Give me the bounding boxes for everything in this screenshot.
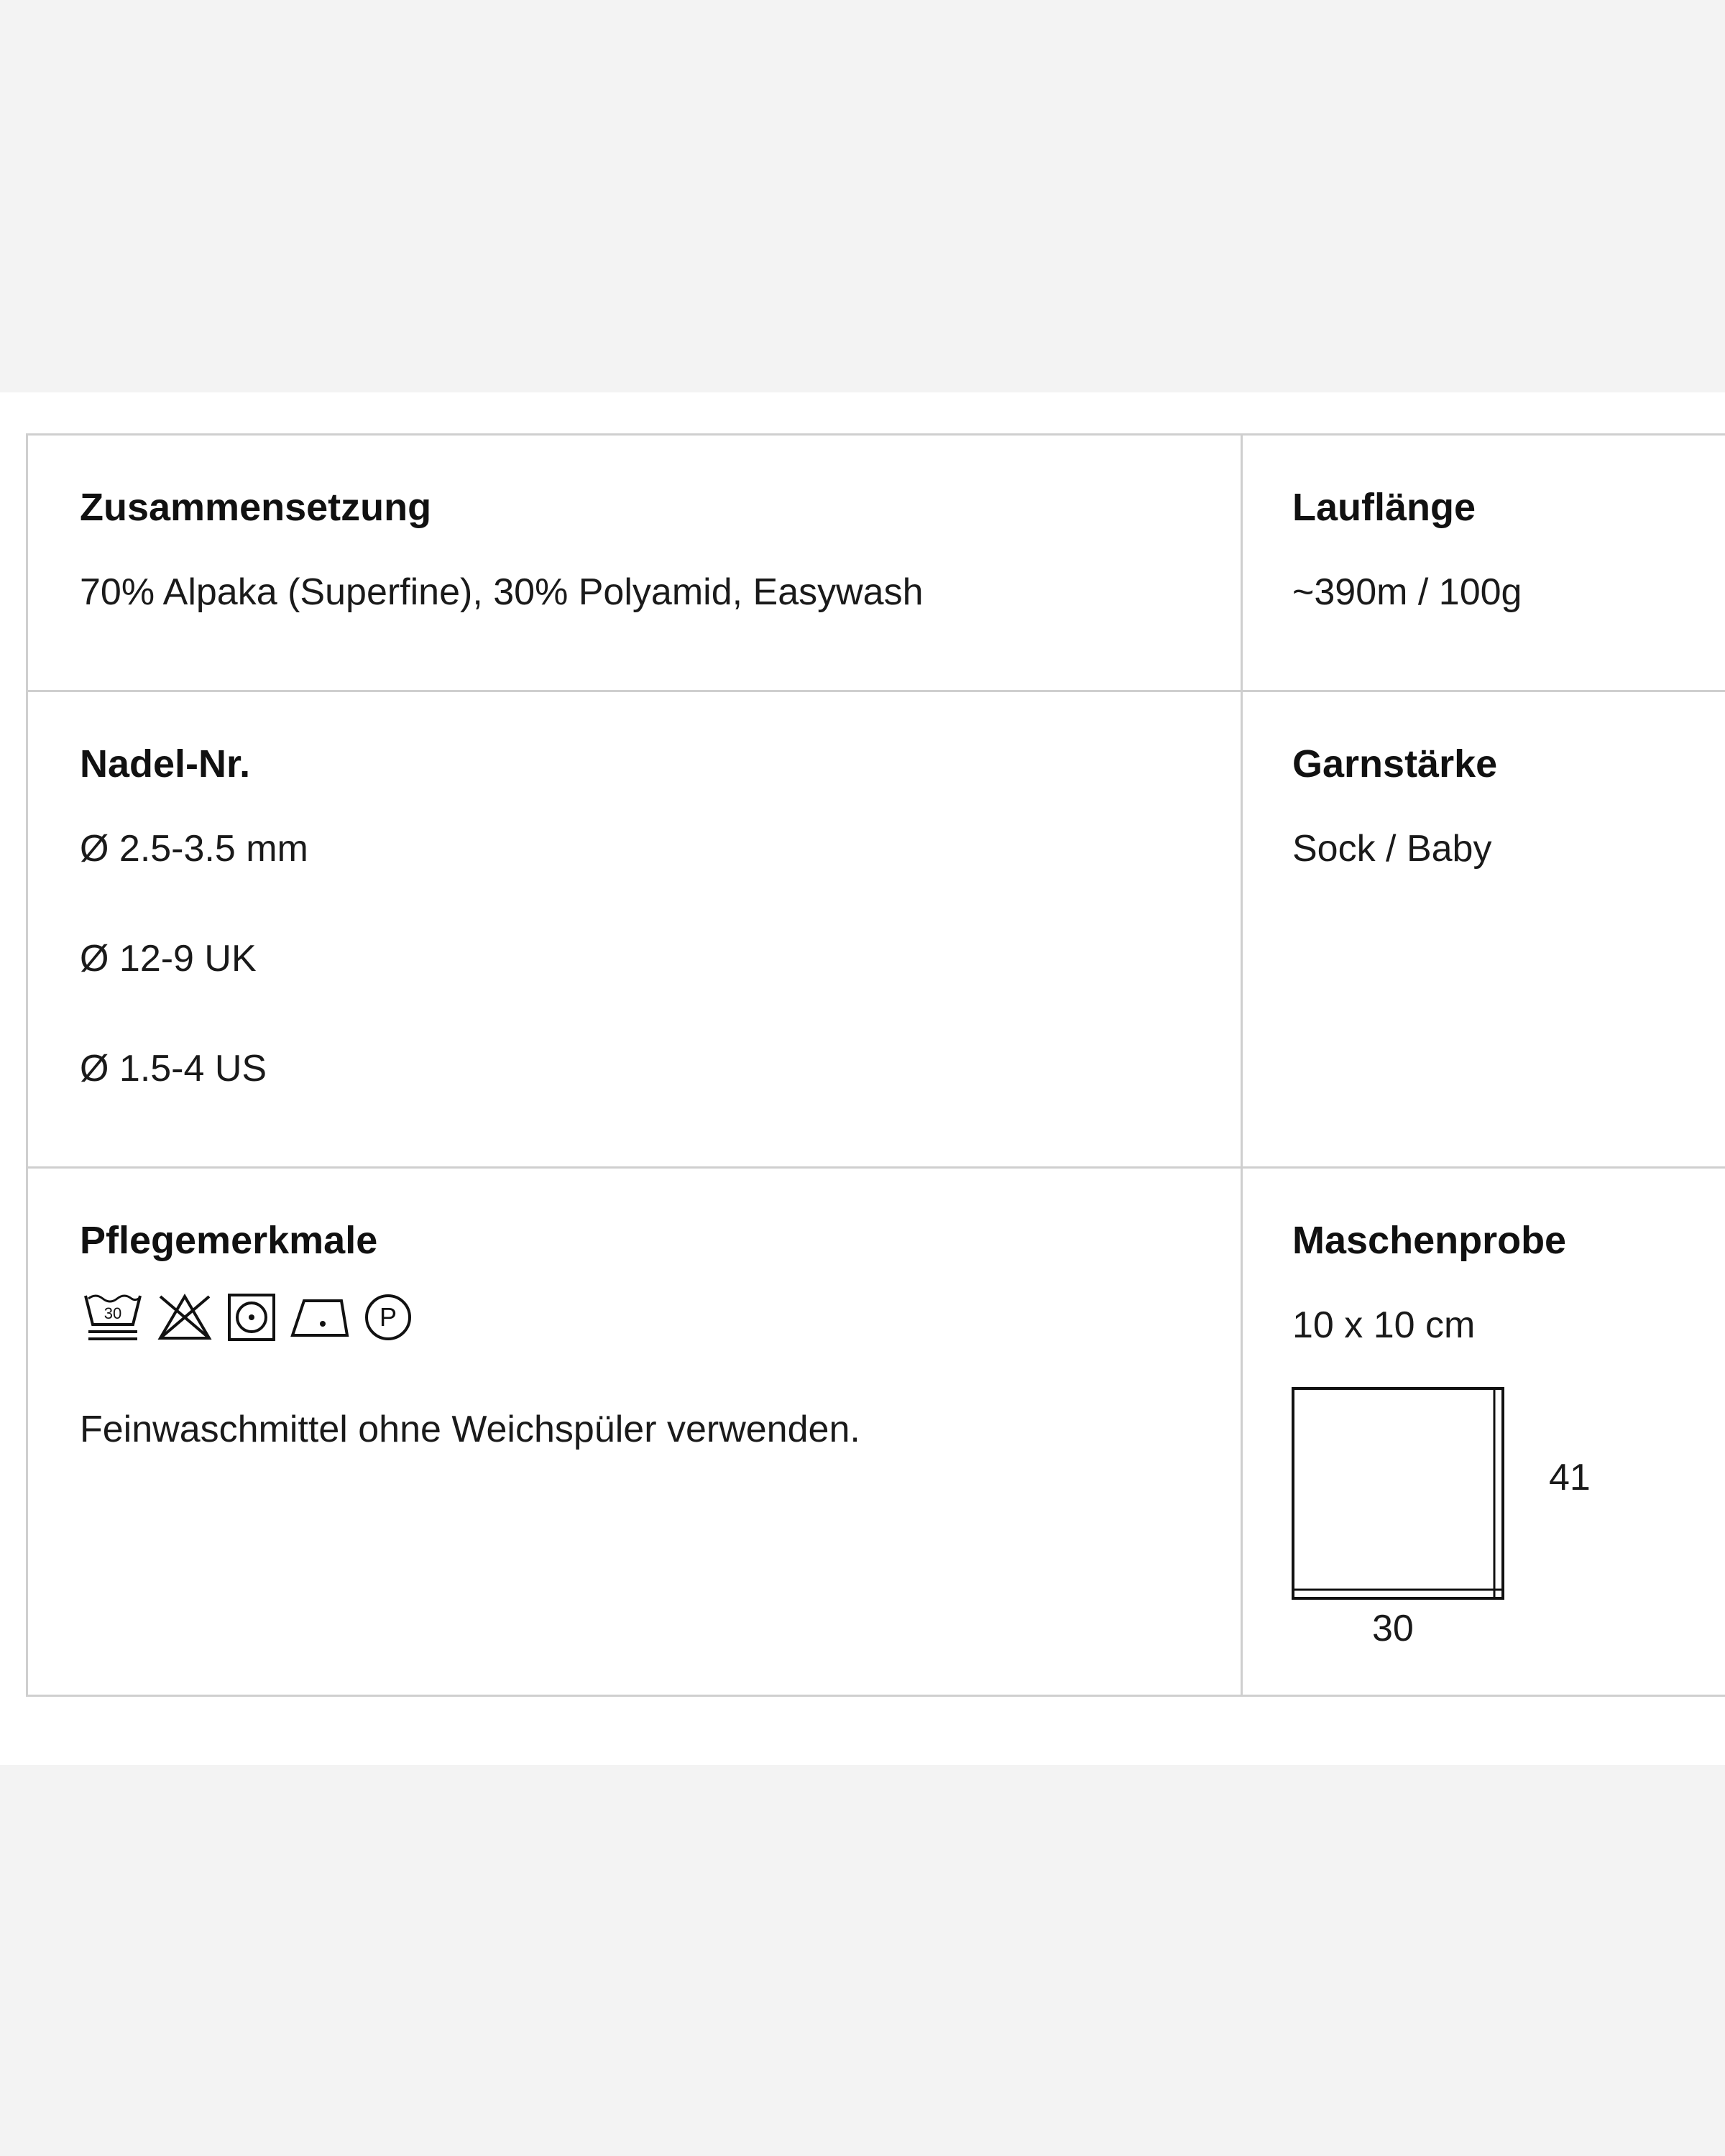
yardage-cell	[1243, 436, 1724, 690]
needle-label: Nadel-Nr.	[80, 742, 251, 786]
tumble-dry-icon	[226, 1292, 277, 1342]
gauge-swatch-diagram	[1287, 1383, 1517, 1613]
needle-size-uk: Ø 12-9 UK	[80, 938, 257, 980]
yarn-specs-card	[0, 392, 1725, 1765]
weight-cell	[1243, 692, 1724, 1166]
composition-label: Zusammensetzung	[80, 486, 432, 529]
needle-size-us: Ø 1.5-4 US	[80, 1048, 267, 1089]
care-label: Pflegemerkmale	[80, 1219, 378, 1262]
gauge-label: Maschenprobe	[1292, 1219, 1567, 1262]
needle-size-mm: Ø 2.5-3.5 mm	[80, 828, 308, 870]
gauge-rows: 41	[1549, 1457, 1591, 1498]
yardage-label: Lauflänge	[1292, 486, 1476, 529]
specs-table	[26, 433, 1725, 1697]
gauge-cell	[1243, 1169, 1724, 1697]
iron-low-icon	[290, 1292, 350, 1342]
dry-clean-p-icon	[363, 1292, 413, 1342]
no-bleach-icon	[156, 1292, 213, 1342]
weight-label: Garnstärke	[1292, 742, 1498, 786]
needle-cell	[28, 692, 1241, 1166]
care-icons	[83, 1287, 413, 1348]
care-cell	[28, 1169, 1241, 1697]
gauge-stitches: 30	[1372, 1608, 1414, 1649]
wash-30-gentle-icon	[83, 1287, 143, 1348]
composition-value: 70% Alpaka (Superfine), 30% Polyamid, Easywash	[80, 571, 924, 613]
weight-value: Sock / Baby	[1292, 828, 1492, 870]
care-note: Feinwaschmittel ohne Weichspüler verwenden.	[80, 1409, 860, 1450]
composition-cell	[28, 436, 1241, 690]
svg-text:30: 30	[104, 1304, 122, 1322]
svg-text:P: P	[379, 1302, 397, 1332]
gauge-size: 10 x 10 cm	[1292, 1304, 1476, 1346]
yardage-value: ~390m / 100g	[1292, 571, 1522, 613]
